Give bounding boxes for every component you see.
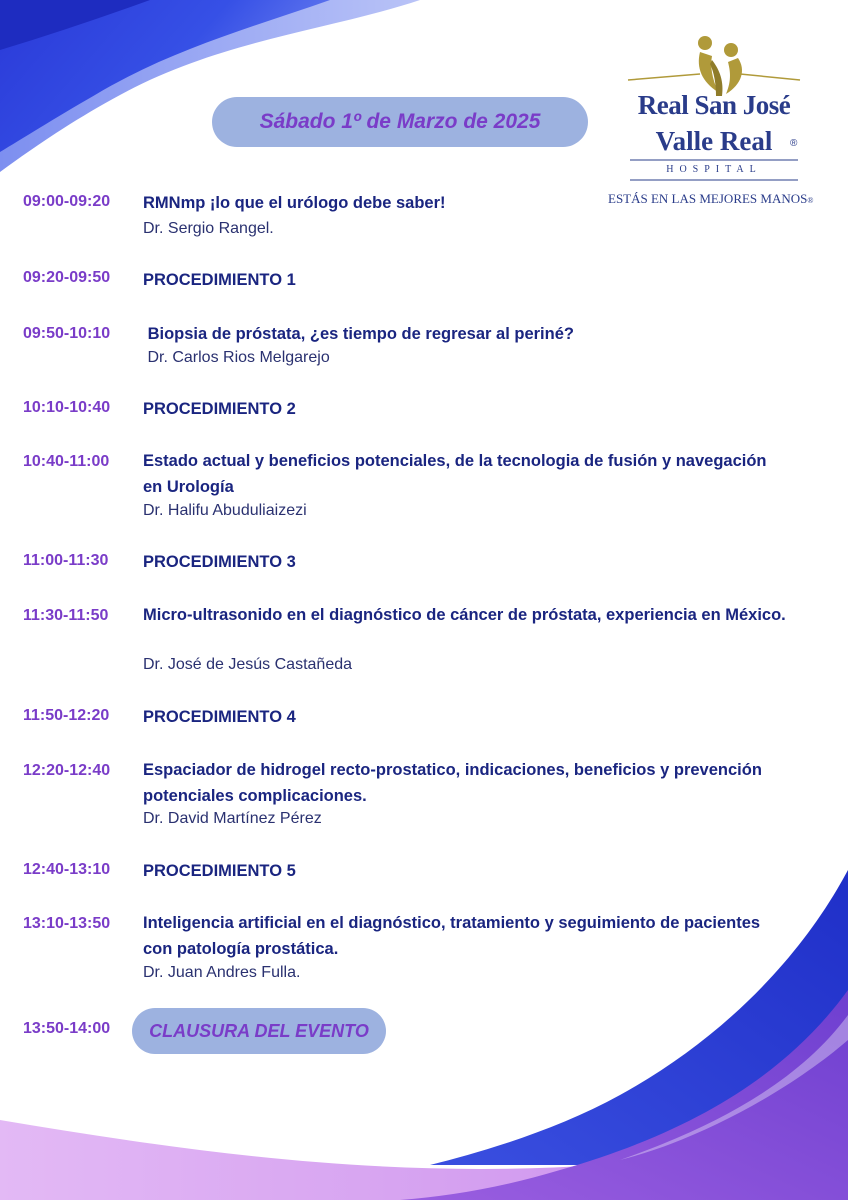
- logo-tagline-text: ESTÁS EN LAS MEJORES MANOS: [608, 191, 808, 206]
- agenda-time: 13:50-14:00: [23, 1020, 111, 1037]
- agenda-time: 09:50-10:10: [23, 325, 111, 342]
- agenda-title: Espaciador de hidrogel recto-prostatico, indicaciones, beneficios y prevención potenciales complicaciones.: [143, 761, 762, 805]
- agenda-speaker: Dr. Sergio Rangel.: [143, 220, 274, 237]
- agenda-time: 10:10-10:40: [23, 399, 111, 416]
- agenda-time: 09:20-09:50: [23, 269, 111, 286]
- agenda-time: 11:50-12:20: [23, 707, 110, 724]
- agenda-speaker: Dr. Halifu Abuduliaizezi: [143, 502, 307, 519]
- agenda-time: 10:40-11:00: [23, 453, 110, 470]
- agenda-time: 12:40-13:10: [23, 861, 111, 878]
- agenda-time: 11:30-11:50: [23, 607, 109, 624]
- agenda-title: PROCEDIMIENTO 3: [143, 553, 296, 571]
- tagline-registered-mark: ®: [807, 196, 814, 205]
- agenda-speaker: Dr. David Martínez Pérez: [143, 810, 322, 827]
- agenda-title: PROCEDIMIENTO 1: [143, 271, 296, 289]
- registered-mark: ®: [790, 138, 798, 149]
- closing-banner: CLAUSURA DEL EVENTO: [132, 1008, 386, 1054]
- logo-name-line1: Real San José: [637, 90, 791, 120]
- logo-name-line2: Valle Real: [655, 126, 773, 156]
- agenda-speaker: Dr. Juan Andres Fulla.: [143, 964, 301, 981]
- agenda-time: 11:00-11:30: [23, 552, 109, 569]
- agenda-title: Inteligencia artificial en el diagnóstico, tratamiento y seguimiento de pacientes con patología prostática.: [143, 914, 761, 958]
- agenda-title: Biopsia de próstata, ¿es tiempo de regresar al periné?: [143, 325, 574, 343]
- agenda-title: Micro-ultrasonido en el diagnóstico de cáncer de próstata, experiencia en México.: [143, 606, 786, 624]
- agenda-title: PROCEDIMIENTO 5: [143, 862, 296, 880]
- agenda-title: Estado actual y beneficios potenciales, de la tecnologia de fusión y navegación en Urología: [143, 452, 767, 496]
- agenda-time: 13:10-13:50: [23, 915, 111, 932]
- agenda-title: PROCEDIMIENTO 4: [143, 708, 296, 726]
- agenda-speaker: Dr. José de Jesús Castañeda: [143, 656, 353, 673]
- agenda-speaker: Dr. Carlos Rios Melgarejo: [143, 349, 330, 366]
- logo-hospital-word: HOSPITAL: [666, 164, 762, 175]
- agenda-time: 12:20-12:40: [23, 762, 111, 779]
- date-banner: Sábado 1º de Marzo de 2025: [212, 97, 588, 147]
- agenda-time: 09:00-09:20: [23, 193, 111, 210]
- agenda-title: RMNmp ¡lo que el urólogo debe saber!: [143, 194, 446, 212]
- agenda-title: PROCEDIMIENTO 2: [143, 400, 296, 418]
